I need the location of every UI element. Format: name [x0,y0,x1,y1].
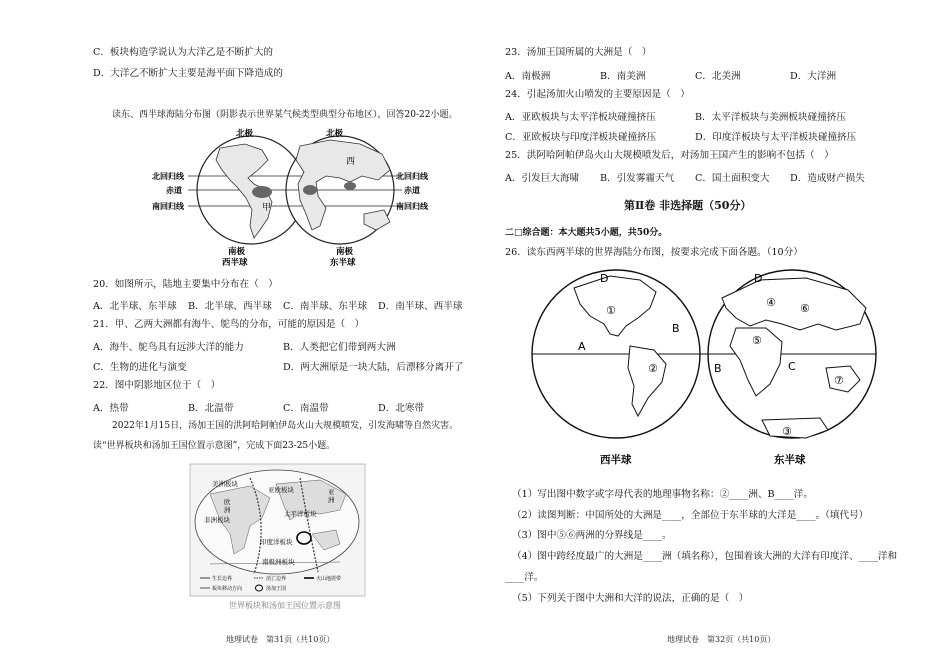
plate-label-african: 非洲板块 [204,516,230,524]
q25-option-b[interactable]: B．引发雾霾天气 [600,173,675,184]
map1-north-pole-left: 北极 [236,129,254,139]
q25-option-a[interactable]: A．引发巨大海啸 [505,173,580,184]
q20-option-c[interactable]: C．南半球、东半球 [283,301,368,312]
q25-stem: 25．洪阿哈阿帕伊岛火山大规模喷发后，对汤加王国产生的影响不包括（ ） [505,150,834,161]
q23-option-b[interactable]: B．南美洲 [600,71,646,82]
map3-n5: ⑤ [752,334,762,347]
q26-stem: 26．读东西两半球的世界海陆分布图，按要求完成下面各题。（10分） [505,247,803,258]
map3-n1: ① [606,304,616,317]
q21-option-a[interactable]: A．海牛、鸵鸟具有远涉大洋的能力 [93,342,244,353]
q26-hemisphere-map [530,268,880,468]
map3-n3: ③ [782,425,792,438]
q24-option-a[interactable]: A．亚欧板块与太平洋板块碰撞挤压 [505,112,656,123]
q26-sub1: （1）写出图中数字或字母代表的地理事物名称：②____洲、B____洋。 [512,489,813,500]
q21-stem: 21．甲、乙两大洲都有海牛、鸵鸟的分布，可能的原因是（ ） [93,319,365,330]
q24-option-d[interactable]: D．印度洋板块与太平洋板块碰撞挤压 [695,132,857,143]
q20-stem: 20．如图所示，陆地主要集中分布在（ ） [93,279,278,290]
q26-sub4-line1: （4）图中跨经度最广的大洲是____洲（填名称），包围着该大洲的大洋有印度洋、____洋和 [512,551,898,562]
q22-option-d[interactable]: D．北寒带 [378,403,425,414]
q24-stem: 24．引起汤加火山喷发的主要原因是（ ） [505,89,690,100]
map3-A: A [578,340,586,353]
q21-option-b[interactable]: B．人类把它们带到两大洲 [283,342,396,353]
option-c-previous: C．板块构造学说认为大洋乙是不断扩大的 [93,47,274,58]
footer-left: 地理试卷 第31页（共10页） [226,635,335,644]
plate-label-american: 美洲板块 [212,480,238,488]
intro-23-25-line2: 读“世界板块和汤加王国位置示意图”，完成下面23-25小题。 [93,441,336,451]
map1-tropic-cancer-right: 北回归线 [396,172,428,181]
map3-n2: ② [648,362,658,375]
q25-option-c[interactable]: C．国土面积变大 [695,173,770,184]
legend-1: 生长边界 [212,576,233,582]
q26-sub4-line2: ____洋。 [505,572,544,583]
plate-label-pacific: 太平洋板块 [284,510,317,518]
map1-label-xi: 西 [346,157,356,167]
q21-option-c[interactable]: C．生物的进化与演变 [93,362,187,373]
continent-label-2: 洲 [224,506,231,514]
q26-sub5: （5）下列关于图中大洲和大洋的说法，正确的是（ ） [512,593,749,604]
q22-option-a[interactable]: A．热带 [93,403,129,414]
q24-option-c[interactable]: C．亚欧板块与印度洋板块碰撞挤压 [505,132,657,143]
map1-south-pole-left: 南极 [228,247,246,257]
map3-B-left: B [672,322,680,335]
legend-5: 汤加王国 [266,586,287,592]
continent-label-1: 欧 [224,498,231,506]
intro-23-25-line1: 2022年1月15日，汤加王国的洪阿哈阿帕伊岛火山大规模喷发，引发海啸等自然灾害。 [112,421,459,431]
plate-map-caption: 世界板块和汤加王国位置示意图 [229,601,341,610]
legend-4: 板块移动方向 [212,586,243,592]
map3-n4: ④ [766,296,776,309]
map1-tropic-cancer: 北回归线 [152,172,184,181]
q25-option-d[interactable]: D．造成财产损失 [790,173,865,184]
q22-option-b[interactable]: B．北温带 [188,403,234,414]
map1-equator: 赤道 [166,186,182,195]
map3-B-right: B [714,362,722,375]
map1-tropic-capricorn: 南回归线 [152,202,184,211]
footer-right: 地理试卷 第32页（共10页） [667,635,776,644]
q23-option-a[interactable]: A．南极洲 [505,71,551,82]
q22-stem: 22．图中阴影地区位于（ ） [93,380,221,391]
continent-label-4: 洲 [328,496,335,504]
intro-20-22: 读东、西半球海陆分布图（阴影表示世界某气候类型典型分布地区），回答20-22小题。 [112,110,458,120]
q20-option-b[interactable]: B．北半球、西半球 [188,301,272,312]
map3-east-label: 东半球 [774,454,806,466]
map1-north-pole-right: 北极 [326,129,344,139]
plate-label-eurasian: 亚欧板块 [268,486,294,494]
map3-D-right: D [754,272,763,285]
continent-label-3: 亚 [328,488,335,496]
section-title: 第Ⅱ卷 非选择题（50分） [624,199,752,212]
plate-label-antarctic: 南极洲板块 [262,558,295,566]
q24-option-b[interactable]: B．太平洋板块与美洲板块碰撞挤压 [695,112,846,123]
q23-option-d[interactable]: D．大洋洲 [790,71,837,82]
q20-option-a[interactable]: A．北半球、东半球 [93,301,177,312]
map1-west-hemi: 西半球 [222,258,248,268]
q20-option-d[interactable]: D．南半球、西半球 [378,301,463,312]
hemisphere-climate-map [150,126,430,266]
q26-sub2: （2）读图判断：中国所处的大洲是____，全部位于东半球的大洋是____。（填代号） [512,510,869,521]
map3-D-left: D [600,272,609,285]
map3-C: C [788,360,796,373]
map3-west-label: 西半球 [600,454,632,466]
legend-2: 消亡边界 [266,576,287,582]
q22-option-c[interactable]: C．南温带 [283,403,329,414]
plate-tectonics-map [190,464,365,596]
section-subtitle: 二□综合题：本大题共5小题，共50分。 [505,228,668,238]
q23-option-c[interactable]: C．北美洲 [695,71,741,82]
q26-sub3: （3）图中⑤⑥两洲的分界线是____。 [512,530,672,541]
legend-3: 火山地震带 [316,576,342,582]
option-d-previous: D．大洋乙不断扩大主要是海平面下降造成的 [93,68,283,79]
q21-option-d[interactable]: D．两大洲原是一块大陆，后漂移分离开了 [283,362,464,373]
map3-n6: ⑥ [800,302,810,315]
map1-tropic-capricorn-right: 南回归线 [396,202,428,211]
map1-label-jia: 甲 [262,203,272,213]
map1-south-pole-right: 南极 [336,247,354,257]
plate-label-indo: 印度洋板块 [260,538,293,546]
q23-stem: 23．汤加王国所属的大洲是（ ） [505,47,652,58]
map3-n7: ⑦ [834,374,844,387]
map1-equator-right: 赤道 [404,186,420,195]
map1-east-hemi: 东半球 [330,258,356,268]
